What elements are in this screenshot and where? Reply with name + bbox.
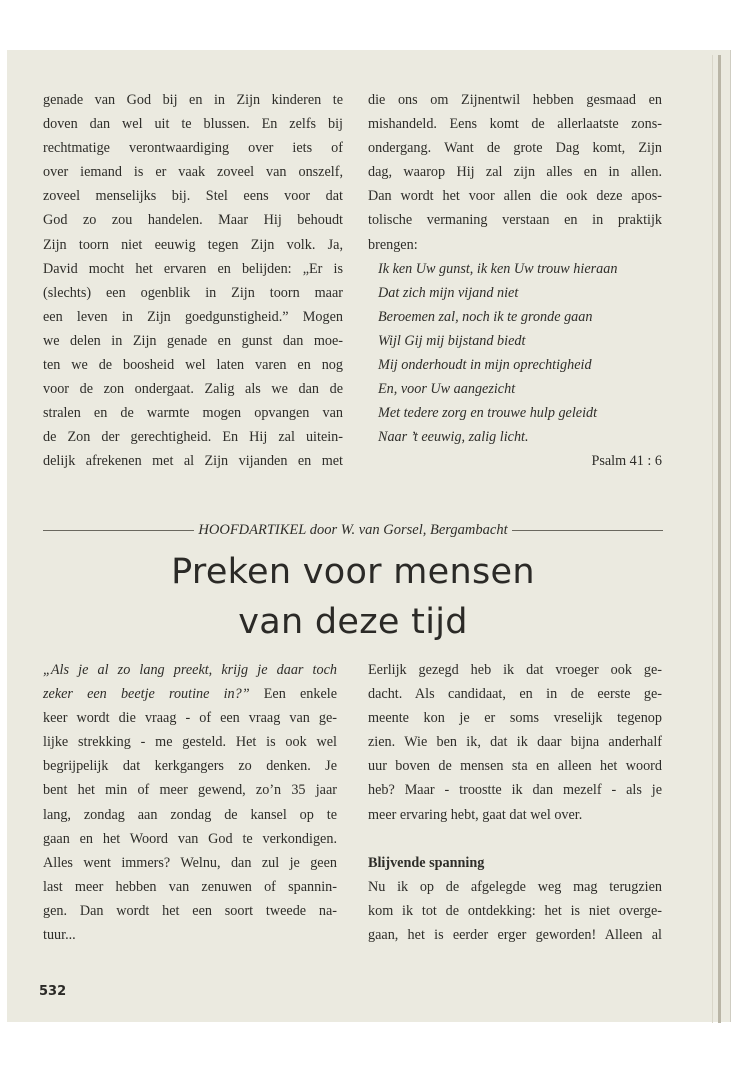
column-4-text: [368, 658, 662, 947]
text-line: brengen:: [368, 236, 418, 253]
text-line: Zijn toorn niet eeuwig tegen Zijn volk. Ja,: [43, 236, 343, 253]
text-line: over iemand is er vaak zoveel van onszelf,: [43, 164, 343, 181]
column-2-text: [368, 88, 662, 474]
text-line: rechtmatige verontwaardiging over iets of: [43, 140, 343, 157]
verse-reference: Psalm 41 : 6: [591, 453, 662, 470]
article-label-rule: [43, 519, 663, 541]
text-line: we delen in Zijn genade en gunst dan moe-: [43, 332, 343, 349]
text-line: die ons om Zijnentwil hebben gesmaad en: [368, 92, 662, 108]
text-line: voor de zon ondergaat. Zalig als we dan de: [43, 381, 343, 398]
blank-line: [368, 827, 662, 851]
text-line: kom ik tot de ontdekking: het is niet overge-: [368, 902, 662, 919]
text-line: uur boven de mensen sta en alleen het woord: [368, 758, 662, 775]
text-line: Nu ik op de afgelegde weg mag terugzien: [368, 878, 662, 895]
text-line: gen. Dan wordt het een soort tweede na-: [43, 902, 337, 919]
text-line: delijk afrekenen met al Zijn vijanden en met: [43, 453, 343, 470]
text-line: ondergang. Want de grote Dag komt, Zijn: [368, 140, 662, 157]
column-1-text: [43, 88, 343, 474]
text-line: [43, 658, 337, 682]
text-line: tolische vermaning verstaan en in praktijk: [368, 212, 662, 229]
verse-line: Ik ken Uw gunst, ik ken Uw trouw hieraan: [378, 260, 618, 277]
text-line: dacht. Als candidaat, en in de eerste ge-: [368, 686, 662, 703]
text-line: tuur...: [43, 927, 76, 944]
article-label: HOOFDARTIKEL door W. van Gorsel, Bergambacht: [198, 521, 508, 538]
verse-line: En, voor Uw aangezicht: [378, 381, 516, 398]
rule-left: [43, 530, 194, 531]
text-line: meente kon je er soms vreselijk tegenop: [368, 710, 662, 727]
quote-tail: Een enkele: [249, 686, 338, 703]
verse-line: Mij onderhoudt in mijn oprechtigheid: [378, 357, 592, 374]
quote-text: zeker een beetje routine in?”: [43, 686, 250, 703]
text-line: last meer hebben van zenuwen of spannin-: [43, 878, 337, 895]
text-line: dag, waarop Hij zal zijn alles en in allen.: [368, 164, 662, 181]
page-number: 532: [39, 984, 67, 999]
text-line: gaan en het Woord van God te verkondigen.: [43, 830, 337, 847]
text-line: gaan, het is eerder erger geworden! Alleen al: [368, 927, 662, 944]
text-line: mishandeld. Eens komt de allerlaatste zons-: [368, 116, 662, 133]
text-line: keer wordt die vraag - of een vraag van ge-: [43, 710, 337, 727]
text-line: zien. Wie ben ik, dat ik daar bijna anderhalf: [368, 734, 662, 751]
text-line: bent het min of meer gewend, zo’n 35 jaar: [43, 782, 337, 799]
text-line: heb? Maar - troostte ik dan mezelf - als je: [368, 782, 662, 799]
subheading: Blijvende spanning: [368, 854, 485, 871]
text-line: zoveel menselijks bij. Stel eens voor dat: [43, 188, 343, 205]
text-line: God zo zou handelen. Maar Hij behoudt: [43, 212, 343, 229]
rule-right: [512, 530, 663, 531]
text-line: doven dan wel uit te blussen. En zelfs bij: [43, 116, 343, 133]
verse-line: Dat zich mijn vijand niet: [378, 284, 519, 301]
text-line: lang, zondag aan zondag de kansel op te: [43, 806, 337, 823]
page-edge-shadow: [712, 55, 713, 1023]
text-line: ten we de boosheid wel laten varen en nog: [43, 357, 343, 374]
text-line: David mocht het ervaren en belijden: „Er is: [43, 260, 343, 277]
text-line: een leven in Zijn goedgunstigheid.” Mogen: [43, 308, 343, 325]
text-line: [43, 682, 337, 706]
verse-line: Met tedere zorg en trouwe hulp geleidt: [378, 405, 598, 422]
text-line: Dan wordt het voor allen die ook deze apos-: [368, 188, 662, 205]
text-line: genade van God bij en in Zijn kinderen te: [43, 92, 343, 108]
verse-line: Beroemen zal, noch ik te gronde gaan: [378, 308, 593, 325]
verse-line: Wijl Gij mij bijstand biedt: [378, 332, 526, 349]
page-edge: [718, 55, 721, 1023]
quote-text: „Als je al zo lang preekt, krijg je daar toch: [43, 662, 337, 678]
text-line: stralen en de warmte mogen opvangen van: [43, 405, 343, 422]
text-line: (slechts) een ogenblik in Zijn toorn maar: [43, 284, 343, 301]
text-line: begrijpelijk dat kerkgangers zo denken. Je: [43, 758, 337, 775]
text-line: lijke strekking - me gesteld. Het is ook wel: [43, 734, 337, 751]
text-line: de Zon der gerechtigheid. En Hij zal uitein-: [43, 429, 343, 446]
column-3-text: [43, 658, 337, 947]
article-title-line-2: van deze tijd: [238, 602, 468, 642]
text-line: Alles went immers? Welnu, dan zul je geen: [43, 854, 337, 871]
article-title-line-1: Preken voor mensen: [171, 552, 535, 592]
verse-line: Naar ’t eeuwig, zalig licht.: [378, 429, 529, 446]
text-line: meer ervaring hebt, gaat dat wel over.: [368, 806, 583, 823]
text-line: Eerlijk gezegd heb ik dat vroeger ook ge-: [368, 662, 662, 678]
